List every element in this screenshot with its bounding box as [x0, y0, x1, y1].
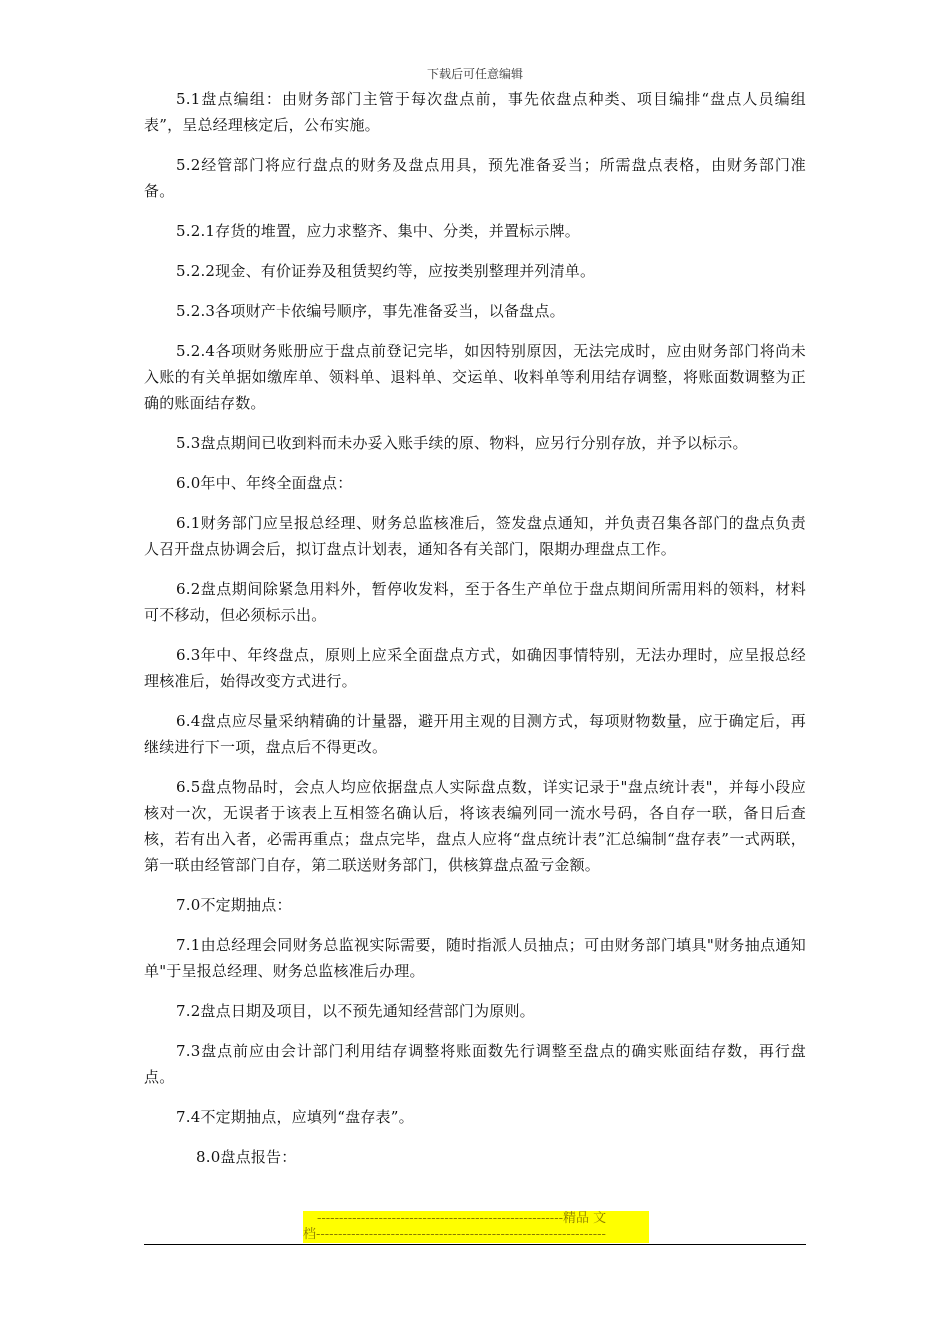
paragraph-5-3: 5.3盘点期间已收到料而未办妥入账手续的原、物料，应另行分别存放，并予以标示。 [176, 434, 748, 452]
paragraph-6-1: 6.1财务部门应呈报总经理、财务总监核准后，签发盘点通知，并负责召集各部门的盘点负责人召开盘点协调会后，拟订盘点计划表，通知各有关部门，限期办理盘点工作。 [144, 514, 806, 558]
paragraph-7-4: 7.4不定期抽点，应填列“盘存表”。 [176, 1108, 414, 1126]
paragraph-5-1: 5.1盘点编组：由财务部门主管于每次盘点前，事先依盘点种类、项目编排“盘点人员编组表”，呈总经理核定后，公布实施。 [144, 90, 806, 134]
paragraph-5-2-3: 5.2.3各项财产卡依编号顺序，事先准备妥当，以备盘点。 [176, 302, 565, 320]
paragraph-7-2: 7.2盘点日期及项目，以不预先通知经营部门为原则。 [176, 1002, 535, 1020]
header-note: 下载后可任意编辑 [426, 67, 523, 81]
paragraph-6-2: 6.2盘点期间除紧急用料外，暂停收发料，至于各生产单位于盘点期间所需用料的领料，材料可不移动，但必须标示出。 [144, 580, 806, 624]
paragraph-7-3: 7.3盘点前应由会计部门利用结存调整将账面数先行调整至盘点的确实账面结存数，再行盘点。 [144, 1042, 806, 1086]
paragraph-5-2: 5.2经管部门将应行盘点的财务及盘点用具，预先准备妥当；所需盘点表格，由财务部门准备。 [144, 156, 806, 200]
paragraph-5-2-1: 5.2.1存货的堆置，应力求整齐、集中、分类，并置标示牌。 [176, 222, 580, 240]
section-heading-7-0: 7.0不定期抽点： [176, 896, 292, 914]
footer-watermark-banner [303, 1211, 649, 1243]
paragraph-6-5: 6.5盘点物品时，会点人均应依据盘点人实际盘点数，详实记录于"盘点统计表"，并每小段应核对一次，无误者于该表上互相签名确认后，将该表编列同一流水号码，各自存一联，备日后查核，若有出入者，必需再重点；盘点完毕，盘点人应将“盘点统计表”汇总编制“盘存表”一式两联，第一联由经管部门自存，第二联送财务部门，供核算盘点盈亏金额。 [144, 778, 806, 874]
footer-banner-line-2: 档------------------------------------------------------------------ [303, 1227, 649, 1243]
paragraph-5-2-4: 5.2.4各项财务账册应于盘点前登记完毕，如因特别原因，无法完成时，应由财务部门将尚未入账的有关单据如缴库单、领料单、退料单、交运单、收料单等利用结存调整，将账面数调整为正确的账面结存数。 [144, 342, 806, 412]
section-heading-6-0: 6.0年中、年终全面盘点： [176, 474, 353, 492]
footer-divider [144, 1244, 806, 1245]
footer-banner-line-1: --------------------------------------------------------精品 文 [303, 1211, 649, 1227]
section-heading-8-0: 8.0盘点报告： [196, 1148, 297, 1166]
paragraph-7-1: 7.1由总经理会同财务总监视实际需要，随时指派人员抽点；可由财务部门填具"财务抽点通知单"于呈报总经理、财务总监核准后办理。 [144, 936, 806, 980]
document-body [144, 86, 806, 1184]
paragraph-5-2-2: 5.2.2现金、有价证券及租赁契约等，应按类别整理并列清单。 [176, 262, 596, 280]
paragraph-6-3: 6.3年中、年终盘点，原则上应采全面盘点方式，如确因事情特别，无法办理时，应呈报总经理核准后，始得改变方式进行。 [144, 646, 806, 690]
paragraph-6-4: 6.4盘点应尽量采纳精确的计量器，避开用主观的目测方式，每项财物数量，应于确定后，再继续进行下一项，盘点后不得更改。 [144, 712, 806, 756]
